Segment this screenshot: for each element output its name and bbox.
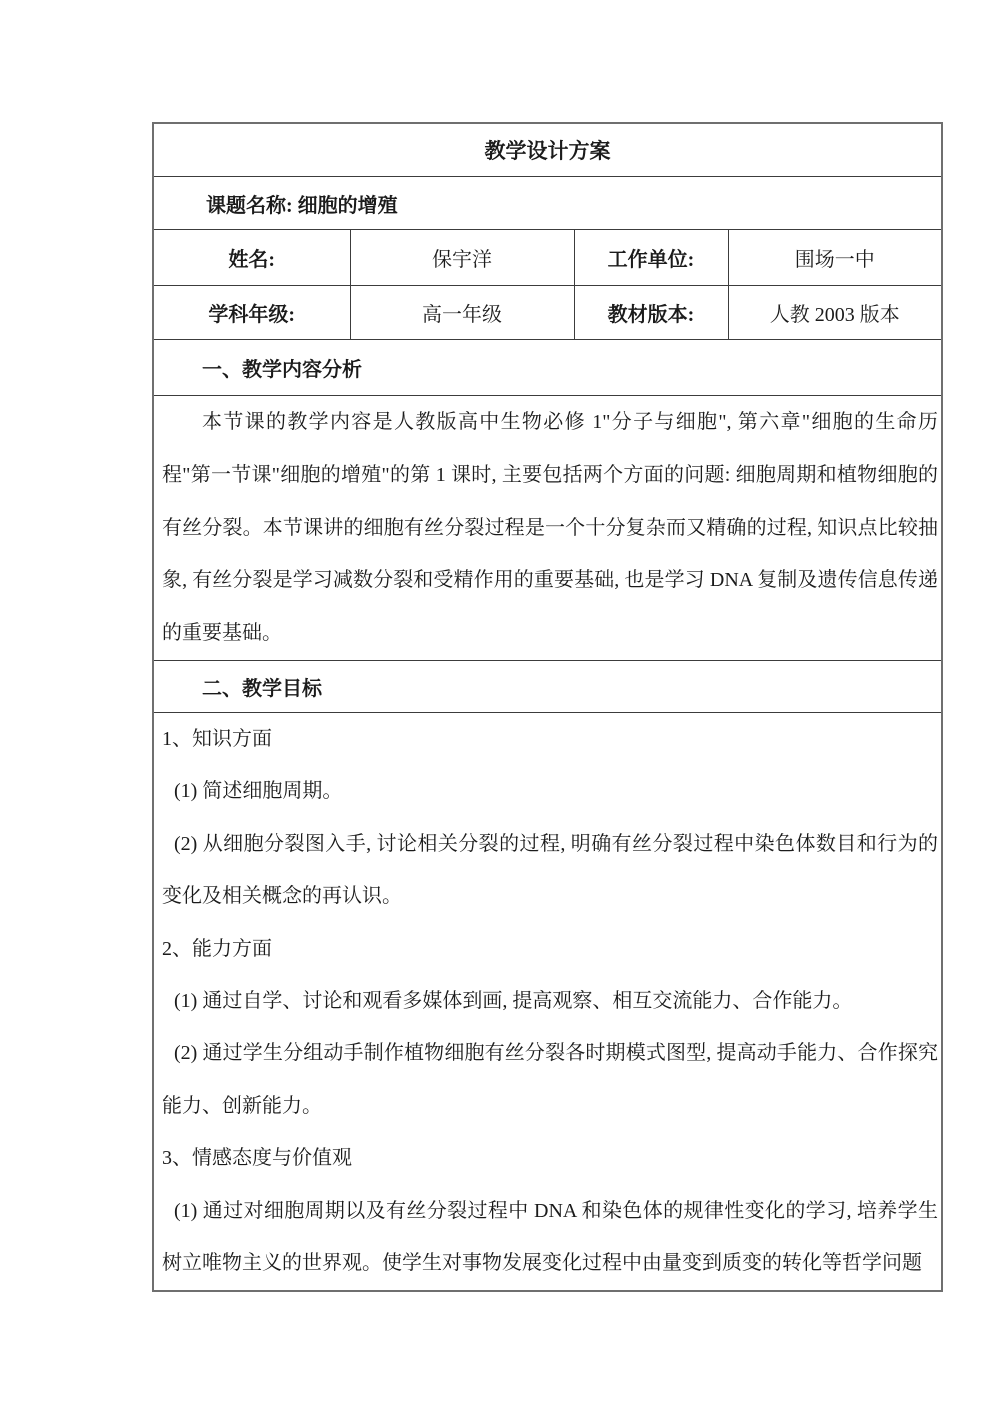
edition-label: 教材版本:	[574, 286, 728, 340]
title-row	[153, 123, 942, 177]
section1-heading-row	[153, 340, 942, 396]
section2-heading: 二、教学目标	[153, 661, 942, 713]
section1-content-row	[153, 396, 942, 661]
edition-value: 人教 2003 版本	[728, 286, 942, 340]
lesson-plan-table	[152, 122, 943, 1292]
goal-item: 2、能力方面	[162, 937, 272, 960]
document-title: 教学设计方案	[153, 123, 942, 177]
unit-label: 工作单位:	[574, 230, 728, 286]
name-unit-row	[153, 230, 942, 286]
name-value: 保宇洋	[350, 230, 574, 286]
goal-item: (1) 简述细胞周期。	[174, 780, 343, 803]
goal-item: 1、知识方面	[162, 728, 272, 750]
goal-item: (1) 通过对细胞周期以及有丝分裂过程中 DNA 和染色体的规律性变化的学习, 培养学生树立唯物主义的世界观。使学生对事物发展变化过程中由量变到质变的转化等哲学问题	[162, 1199, 938, 1275]
section2-content-cell	[153, 713, 942, 1292]
goal-item: (2) 从细胞分裂图入手, 讨论相关分裂的过程, 明确有丝分裂过程中染色体数目和行为的变化及相关概念的再认识。	[162, 832, 938, 908]
unit-value: 围场一中	[728, 230, 942, 286]
section1-content-cell	[153, 396, 942, 661]
goal-item: (2) 通过学生分组动手制作植物细胞有丝分裂各时期模式图型, 提高动手能力、合作探究能力、创新能力。	[162, 1042, 938, 1117]
section2-content-row	[153, 713, 942, 1292]
grade-label: 学科年级:	[153, 286, 350, 340]
grade-edition-row	[153, 286, 942, 340]
topic-title: 课题名称: 细胞的增殖	[153, 177, 942, 230]
goal-item: (1) 通过自学、讨论和观看多媒体到画, 提高观察、相互交流能力、合作能力。	[174, 990, 853, 1013]
content-analysis-paragraph: 本节课的教学内容是人教版高中生物必修 1"分子与细胞", 第六章"细胞的生命历程"第一节课"细胞的增殖"的第 1 课时, 主要包括两个方面的问题: 细胞周期和植物细胞的有丝分裂。本节课讲的细胞有丝分裂过程是一个十分复杂而又精确的过程, 知识点比较抽象, 有丝分裂是学习减数分裂和受精作用的重要基础, 也是学习 DNA 复制及遗传信息传递的重要基础。	[162, 411, 938, 645]
goal-item: 3、情感态度与价值观	[162, 1147, 352, 1170]
section2-heading-row	[153, 661, 942, 713]
section1-heading: 一、教学内容分析	[153, 340, 942, 396]
topic-row	[153, 177, 942, 230]
grade-value: 高一年级	[350, 286, 574, 340]
name-label: 姓名:	[153, 230, 350, 286]
